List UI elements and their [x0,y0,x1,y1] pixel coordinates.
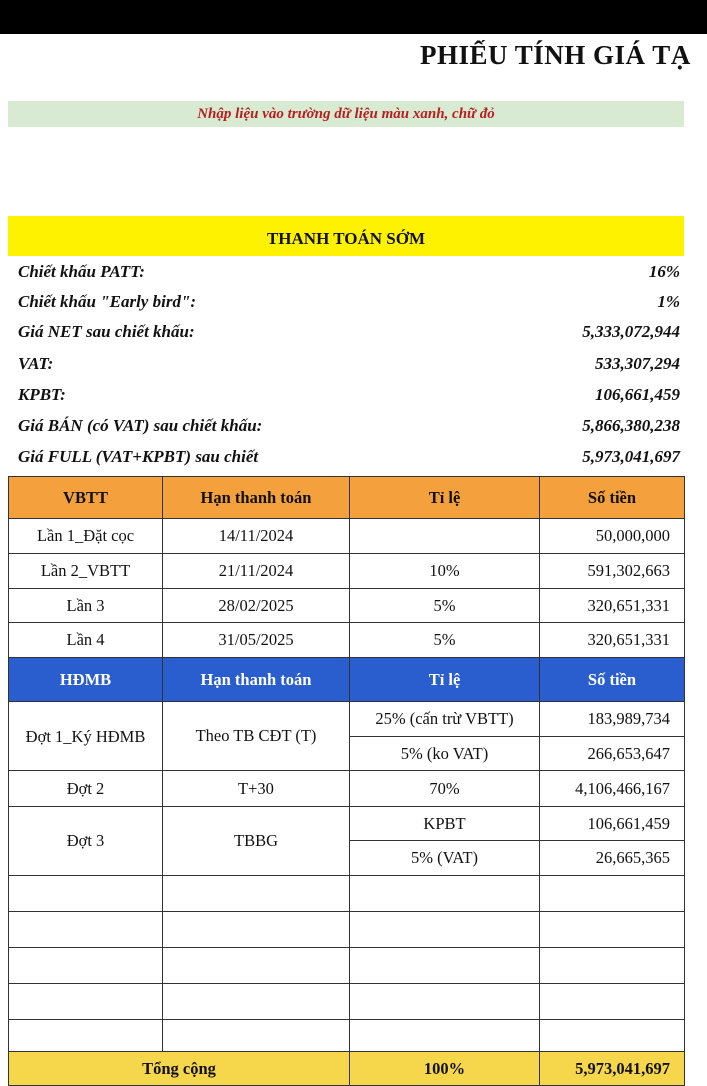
table-row [9,771,685,807]
summary-value: 1% [657,292,680,311]
table-cell: 70% [350,771,540,807]
table-cell: Đợt 3 [9,807,163,876]
column-header: HĐMB [9,658,163,702]
summary-row-kpbt [18,381,680,409]
summary-label: Giá NET sau chiết khấu: [18,322,195,341]
table-cell: 320,651,331 [540,589,685,623]
table-cell: T+30 [163,771,350,807]
table-cell: Đợt 2 [9,771,163,807]
table-cell: 183,989,734 [540,702,685,737]
table-cell: 31/05/2025 [163,623,350,658]
table-cell: 5% [350,623,540,658]
summary-value: 533,307,294 [595,354,680,373]
column-header: Tỉ lệ [350,477,540,519]
summary-row-full-price [18,443,680,471]
column-header: Số tiền [540,658,685,702]
table-row [9,554,685,589]
table-cell [350,519,540,554]
total-label: Tổng cộng [9,1052,350,1086]
table-row [9,702,685,737]
summary-value: 5,866,380,238 [582,416,680,435]
summary-label: Chiết khấu "Early bird": [18,292,197,311]
column-header: Hạn thanh toán [163,477,350,519]
summary-label: Giá FULL (VAT+KPBT) sau chiết [18,447,259,466]
hdmb-header-row [9,658,685,702]
summary-row-vat [18,350,680,378]
summary-row-sale-price [18,412,680,440]
empty-row [9,948,685,984]
total-row [9,1052,685,1086]
table-cell: 26,665,365 [540,841,685,876]
summary-row-discount-patt [18,258,680,286]
table-cell: 25% (cấn trừ VBTT) [350,702,540,737]
table-cell: Lần 4 [9,623,163,658]
table-cell: Đợt 1_Ký HĐMB [9,702,163,771]
summary-label: VAT: [18,354,54,373]
table-row [9,807,685,841]
summary-label: Giá BÁN (có VAT) sau chiết khấu: [18,416,263,435]
summary-value: 5,333,072,944 [582,322,680,341]
empty-row [9,912,685,948]
table-cell: 50,000,000 [540,519,685,554]
column-header: Tỉ lệ [350,658,540,702]
table-cell: 10% [350,554,540,589]
total-amount: 5,973,041,697 [540,1052,685,1086]
top-bar [0,0,707,34]
payment-schedule-table [8,476,685,1086]
table-cell: 14/11/2024 [163,519,350,554]
early-payment-heading: THANH TOÁN SỚM [8,216,684,256]
table-cell: Theo TB CĐT (T) [163,702,350,771]
table-row [9,519,685,554]
column-header: VBTT [9,477,163,519]
table-cell: 5% (VAT) [350,841,540,876]
table-row [9,623,685,658]
column-header: Hạn thanh toán [163,658,350,702]
empty-row [9,876,685,912]
table-cell: Lần 1_Đặt cọc [9,519,163,554]
table-cell: 5% (ko VAT) [350,737,540,771]
table-cell: 320,651,331 [540,623,685,658]
table-cell: 21/11/2024 [163,554,350,589]
table-cell: 266,653,647 [540,737,685,771]
summary-value: 106,661,459 [595,385,680,404]
table-cell: 4,106,466,167 [540,771,685,807]
table-row [9,589,685,623]
input-instruction: Nhập liệu vào trường dữ liệu màu xanh, chữ đỏ [8,101,684,127]
table-cell: 28/02/2025 [163,589,350,623]
vbtt-header-row [9,477,685,519]
table-cell: 5% [350,589,540,623]
summary-label: Chiết khấu PATT: [18,262,145,281]
summary-row-early-bird [18,288,680,316]
table-cell: Lần 3 [9,589,163,623]
total-rate: 100% [350,1052,540,1086]
table-cell: 591,302,663 [540,554,685,589]
empty-row [9,1020,685,1052]
table-cell: TBBG [163,807,350,876]
table-cell: Lần 2_VBTT [9,554,163,589]
summary-value: 5,973,041,697 [582,447,680,466]
table-cell: 106,661,459 [540,807,685,841]
table-cell: KPBT [350,807,540,841]
empty-row [9,984,685,1020]
page-title: PHIẾU TÍNH GIÁ TẠ [420,40,691,70]
summary-label: KPBT: [18,385,66,404]
summary-value: 16% [648,262,680,281]
summary-row-net-price [18,318,680,346]
column-header: Số tiền [540,477,685,519]
